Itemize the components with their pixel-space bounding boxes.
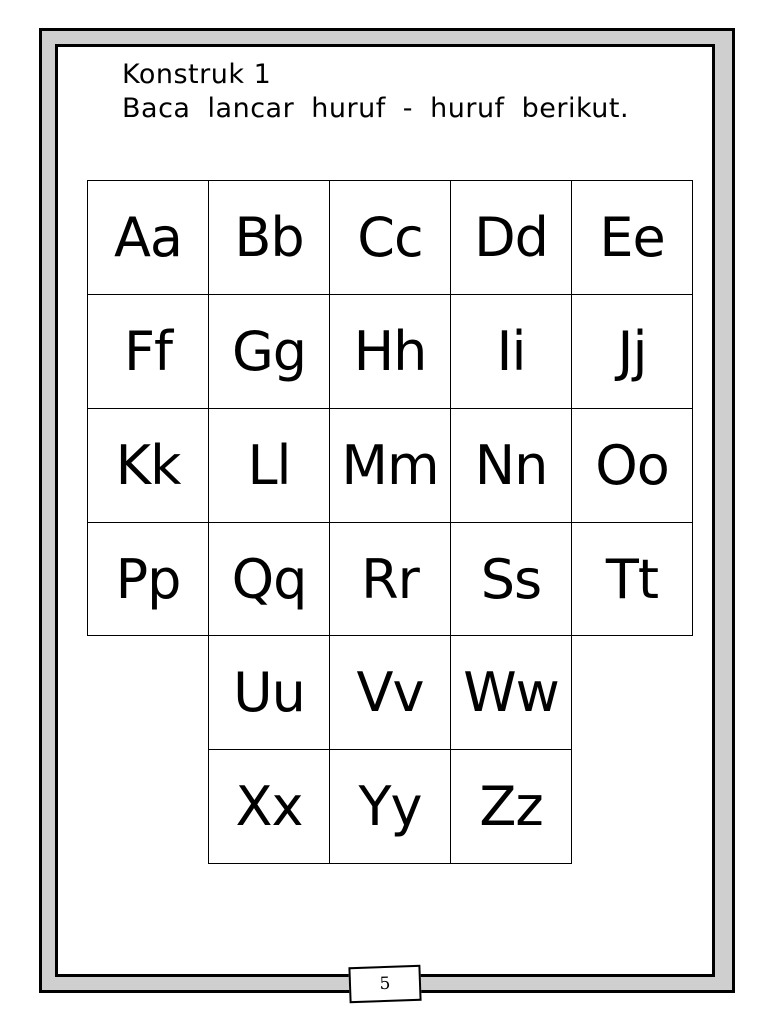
letter-cell: Oo <box>571 408 693 523</box>
letter-cell: Gg <box>208 294 330 409</box>
letter-cell: Bb <box>208 180 330 295</box>
alphabet-grid <box>87 180 693 864</box>
letter-cell: Ll <box>208 408 330 523</box>
instruction-text: Baca lancar huruf - huruf berikut. <box>122 93 630 124</box>
letter-cell: Ff <box>87 294 209 409</box>
letter-cell: Ss <box>450 522 572 636</box>
letter-cell: Zz <box>450 749 572 864</box>
letter-cell: Jj <box>571 294 693 409</box>
letter-cell: Ii <box>450 294 572 409</box>
letter-cell: Ee <box>571 180 693 295</box>
page-number: 5 <box>348 965 421 1003</box>
letter-cell: Dd <box>450 180 572 295</box>
letter-cell: Pp <box>87 522 209 636</box>
letter-cell: Uu <box>208 635 330 750</box>
page-title: Konstruk 1 <box>122 59 272 90</box>
letter-cell: Qq <box>208 522 330 636</box>
heading <box>122 58 629 126</box>
letter-cell: Vv <box>329 635 451 750</box>
letter-cell: Xx <box>208 749 330 864</box>
letter-cell: Mm <box>329 408 451 523</box>
letter-cell: Kk <box>87 408 209 523</box>
letter-cell: Tt <box>571 522 693 636</box>
letter-cell: Cc <box>329 180 451 295</box>
letter-cell: Nn <box>450 408 572 523</box>
letter-cell: Aa <box>87 180 209 295</box>
letter-cell: Rr <box>329 522 451 636</box>
letter-cell: Ww <box>450 635 572 750</box>
letter-cell: Yy <box>329 749 451 864</box>
letter-cell: Hh <box>329 294 451 409</box>
